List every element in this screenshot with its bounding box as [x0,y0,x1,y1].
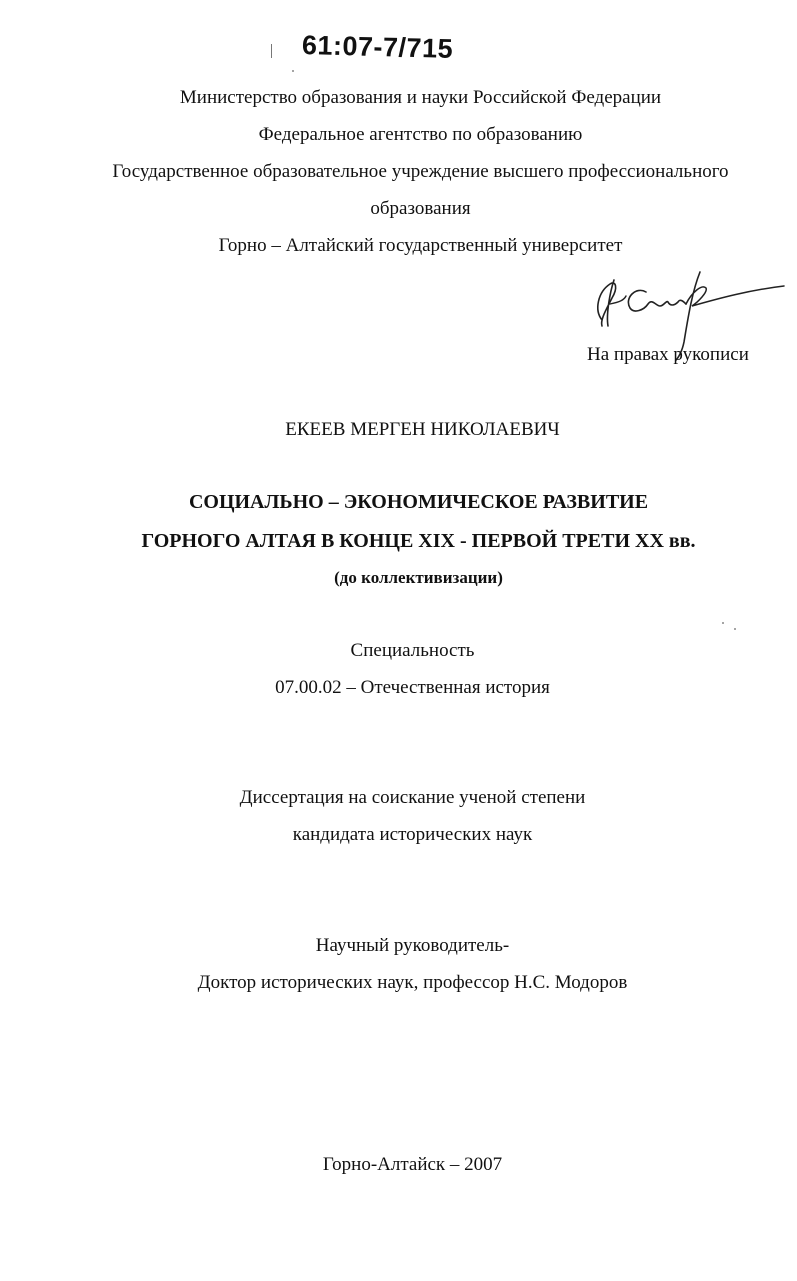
supervisor-label: Научный руководитель- [315,935,510,956]
institution-line-1: Государственное образовательное учреждение высшего профессионального [112,161,729,182]
agency-line: Федеральное агентство по образованию [258,124,583,145]
scan-speck [734,628,736,630]
institution-line-2: образования [370,198,471,219]
degree-line-2: кандидата исторических наук [292,824,533,845]
archive-code: 61:07-7/715 [301,30,454,64]
scan-speck [722,622,724,624]
specialty-label: Специальность [350,640,475,661]
ministry-line: Министерство образования и науки Российской Федерации [179,87,662,108]
title-line-1: СОЦИАЛЬНО – ЭКОНОМИЧЕСКОЕ РАЗВИТИЕ [188,491,649,513]
supervisor-name: Доктор исторических наук, профессор Н.С. Модоров [197,972,628,993]
margin-mark [271,44,272,58]
scan-speck [292,70,294,72]
place-year: Горно-Алтайск – 2007 [322,1154,503,1175]
degree-line-1: Диссертация на соискание ученой степени [239,787,586,808]
university-line: Горно – Алтайский государственный университет [218,235,623,256]
manuscript-rights: На правах рукописи [587,344,749,365]
author-name: ЕКЕЕВ МЕРГЕН НИКОЛАЕВИЧ [285,419,560,440]
title-line-2: ГОРНОГО АЛТАЯ В КОНЦЕ XIX - ПЕРВОЙ ТРЕТИ XX вв. [141,530,696,552]
title-subtitle: (до коллективизации) [334,568,503,587]
specialty-code: 07.00.02 – Отечественная история [275,677,550,698]
